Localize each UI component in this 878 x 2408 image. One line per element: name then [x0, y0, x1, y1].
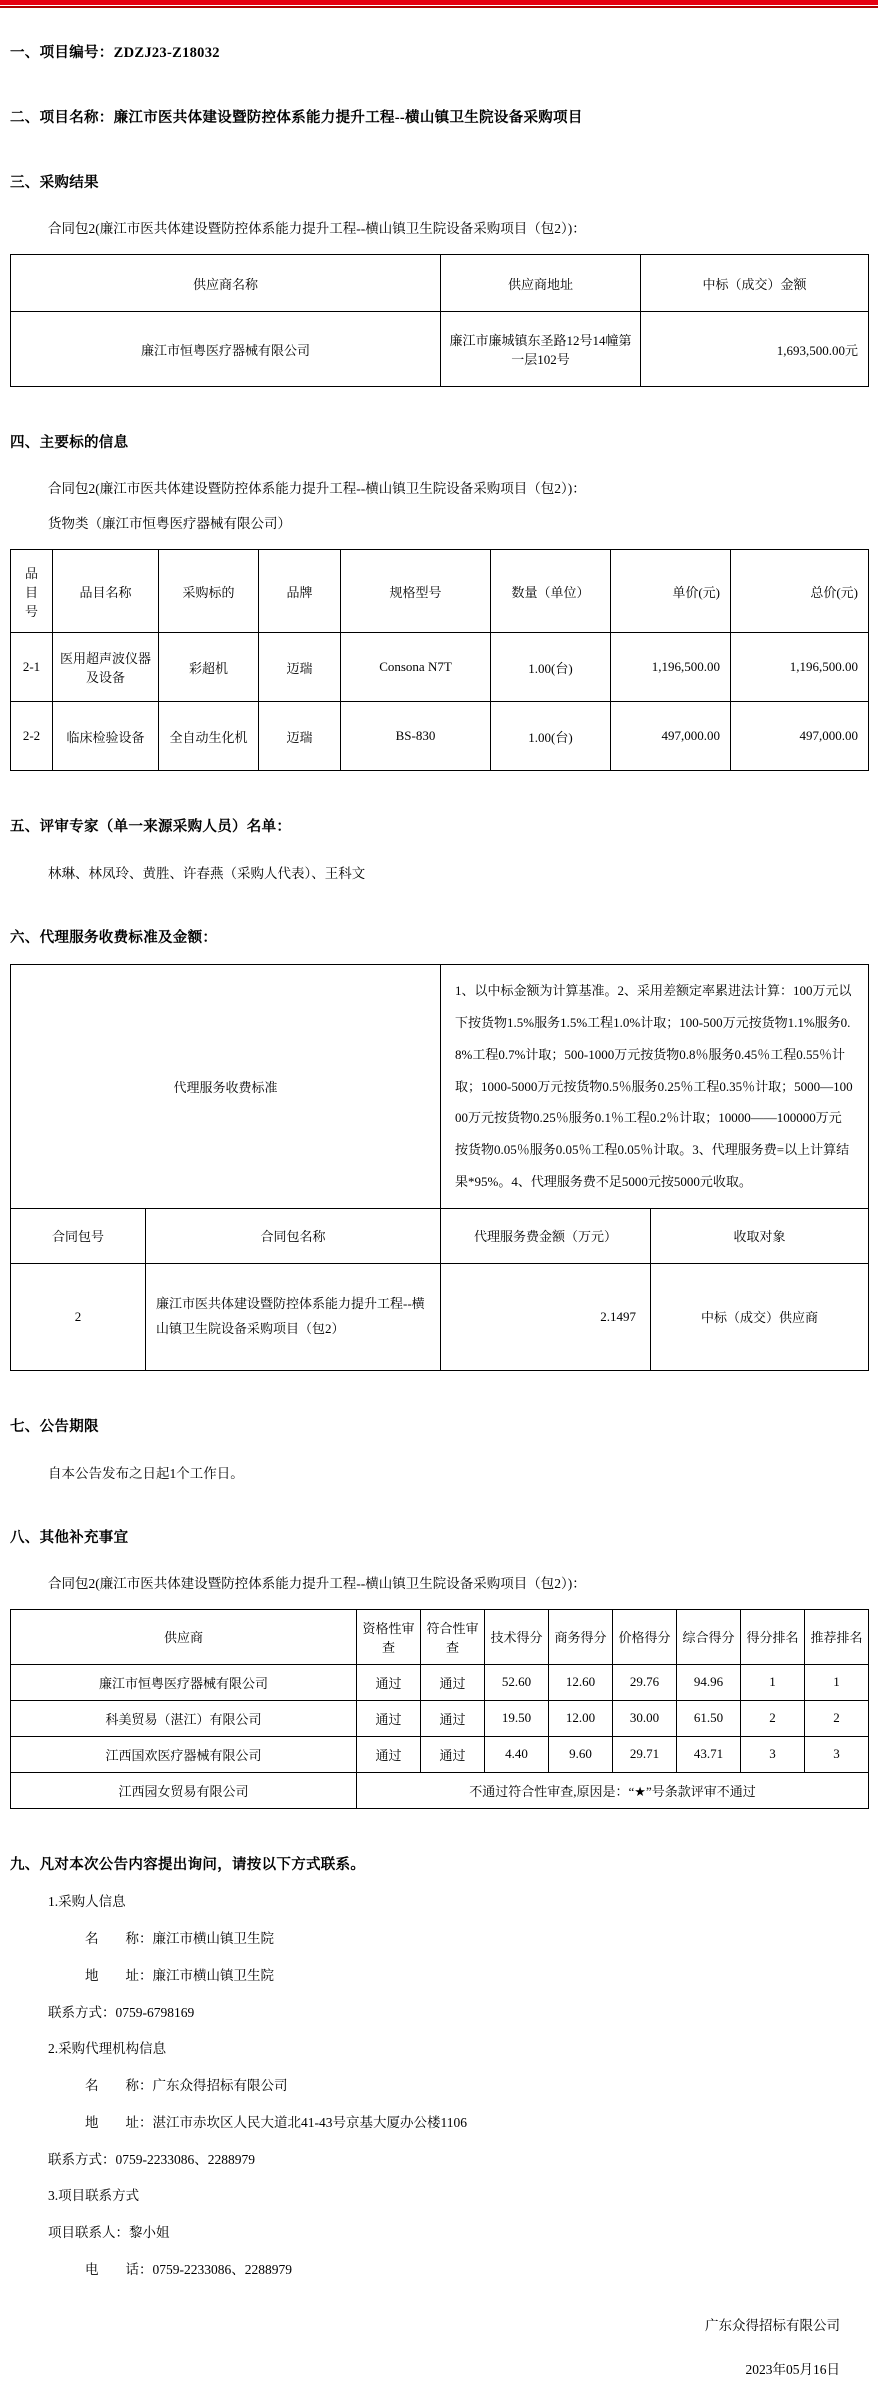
cell-spec-model: BS-830	[341, 702, 491, 771]
agency-phone: 联系方式：0759-2233086、2288979	[48, 2151, 255, 2167]
agency-info-title: 2.采购代理机构信息	[48, 2040, 167, 2056]
cell-brand: 迈瑞	[259, 702, 341, 771]
col-supplier-name: 供应商名称	[11, 255, 441, 312]
cell-business-score: 12.00	[549, 1700, 613, 1736]
col-package-number: 合同包号	[11, 1208, 146, 1263]
cell-price-score: 29.71	[613, 1736, 677, 1772]
cell-recommend-rank: 1	[805, 1664, 869, 1700]
col-conformity-review: 符合性审查	[421, 1609, 485, 1664]
purchaser-info-title: 1.采购人信息	[48, 1893, 126, 1909]
signature-company: 广东众得招标有限公司	[705, 2317, 840, 2333]
section-4-package-line: 合同包2(廉江市医共体建设暨防控体系能力提升工程--横山镇卫生院设备采购项目（包2）)：	[48, 481, 586, 496]
purchaser-name: 名 称：廉江市横山镇卫生院	[85, 1930, 274, 1946]
section-4-main-subject: 四、主要标的信息	[10, 435, 129, 451]
cell-total-price: 497,000.00	[731, 702, 869, 771]
section-3-package-line: 合同包2(廉江市医共体建设暨防控体系能力提升工程--横山镇卫生院设备采购项目（包2）)：	[48, 221, 586, 236]
cell-technical-score: 4.40	[485, 1736, 549, 1772]
cell-conformity-review: 通过	[421, 1700, 485, 1736]
cell-fee-payer: 中标（成交）供应商	[651, 1263, 869, 1370]
col-fee-amount: 代理服务费金额（万元）	[441, 1208, 651, 1263]
col-item-name: 品目名称	[53, 550, 159, 633]
fee-table-header-row	[11, 1208, 869, 1263]
items-table-row-2	[11, 702, 869, 771]
purchaser-info-group	[10, 1890, 868, 2021]
cell-unit-price: 497,000.00	[611, 702, 731, 771]
items-table-row-1	[11, 633, 869, 702]
cell-fail-reason: 不通过符合性审查,原因是：“★”号条款评审不通过	[357, 1772, 869, 1808]
score-table	[10, 1609, 869, 1809]
cell-technical-score: 52.60	[485, 1664, 549, 1700]
score-table-row-2	[11, 1700, 869, 1736]
fee-standard-row	[11, 965, 869, 1209]
cell-score-rank: 2	[741, 1700, 805, 1736]
section-8-other-matters: 八、其他补充事宜	[10, 1529, 129, 1546]
col-total-price: 总价(元)	[731, 550, 869, 633]
cell-business-score: 12.60	[549, 1664, 613, 1700]
col-procurement-subject: 采购标的	[159, 550, 259, 633]
cell-supplier-address: 廉江市廉城镇东圣路12号14幢第一层102号	[441, 312, 641, 387]
cell-fee-amount: 2.1497	[441, 1263, 651, 1370]
cell-supplier: 科美贸易（湛江）有限公司	[11, 1700, 357, 1736]
fee-table-row	[11, 1263, 869, 1370]
col-score-rank: 得分排名	[741, 1609, 805, 1664]
score-table-row-3	[11, 1736, 869, 1772]
cell-price-score: 30.00	[613, 1700, 677, 1736]
cell-total-price: 1,196,500.00	[731, 633, 869, 702]
col-unit-price: 单价(元)	[611, 550, 731, 633]
project-contact-phone: 电 话：0759-2233086、2288979	[85, 2261, 292, 2277]
cell-conformity-review: 通过	[421, 1736, 485, 1772]
cell-item-number: 2-1	[11, 633, 53, 702]
signature-date: 2023年05月16日	[745, 2361, 840, 2377]
score-table-row-1	[11, 1664, 869, 1700]
score-table-header-row	[11, 1609, 869, 1664]
cell-business-score: 9.60	[549, 1736, 613, 1772]
cell-supplier-name: 廉江市恒粤医疗器械有限公司	[11, 312, 441, 387]
cell-overall-score: 94.96	[677, 1664, 741, 1700]
cell-procurement-subject: 全自动生化机	[159, 702, 259, 771]
cell-price-score: 29.76	[613, 1664, 677, 1700]
cell-supplier: 江西国欢医疗器械有限公司	[11, 1736, 357, 1772]
agency-name: 名 称：广东众得招标有限公司	[85, 2077, 288, 2093]
col-overall-score: 综合得分	[677, 1609, 741, 1664]
cell-conformity-review: 通过	[421, 1664, 485, 1700]
announcement-period-text: 自本公告发布之日起1个工作日。	[48, 1465, 244, 1481]
fee-standard-text: 1、以中标金额为计算基准。2、采用差额定率累进法计算：100万元以下按货物1.5%服务1.5%工程1.0%计取；100-500万元按货物1.1%服务0.8%工程0.7%计取；500-1000万元按货物0.8％服务0.45％工程0.55％计取；1000-5000万元按货物0.5％服务0.25％工程0.35％计取；5000—10000万元按货物0.25％服务0.1％工程0.2％计取；10000——100000万元按货物0.05％服务0.05％工程0.05％计取。3、代理服务费=以上计算结果*95%。4、代理服务费不足5000元按5000元收取。	[441, 965, 869, 1209]
section-6-agency-fee: 六、代理服务收费标准及金额：	[10, 930, 218, 946]
col-package-name: 合同包名称	[146, 1208, 441, 1263]
result-table-header-row	[11, 255, 869, 312]
fee-standard-label: 代理服务收费标准	[11, 965, 441, 1209]
cell-brand: 迈瑞	[259, 633, 341, 702]
cell-overall-score: 43.71	[677, 1736, 741, 1772]
section-1-project-number: 一、项目编号：ZDZJ23-Z18032	[10, 45, 220, 61]
col-award-amount: 中标（成交）金额	[641, 255, 869, 312]
cell-qualification-review: 通过	[357, 1700, 421, 1736]
cell-item-name: 临床检验设备	[53, 702, 159, 771]
top-red-bar	[0, 0, 878, 5]
cell-unit-price: 1,196,500.00	[611, 633, 731, 702]
project-contact-group	[10, 2184, 868, 2278]
col-fee-payer: 收取对象	[651, 1208, 869, 1263]
cell-item-number: 2-2	[11, 702, 53, 771]
cell-fail-supplier: 江西园女贸易有限公司	[11, 1772, 357, 1808]
col-supplier: 供应商	[11, 1609, 357, 1664]
cell-award-amount: 1,693,500.00元	[641, 312, 869, 387]
col-spec-model: 规格型号	[341, 550, 491, 633]
cell-quantity: 1.00(台)	[491, 702, 611, 771]
col-business-score: 商务得分	[549, 1609, 613, 1664]
cell-overall-score: 61.50	[677, 1700, 741, 1736]
cell-recommend-rank: 2	[805, 1700, 869, 1736]
cell-recommend-rank: 3	[805, 1736, 869, 1772]
cell-technical-score: 19.50	[485, 1700, 549, 1736]
cell-supplier: 廉江市恒粤医疗器械有限公司	[11, 1664, 357, 1700]
cell-qualification-review: 通过	[357, 1736, 421, 1772]
col-supplier-address: 供应商地址	[441, 255, 641, 312]
cell-qualification-review: 通过	[357, 1664, 421, 1700]
items-table	[10, 549, 869, 771]
signature-block	[10, 2314, 868, 2408]
col-qualification-review: 资格性审查	[357, 1609, 421, 1664]
result-table-row	[11, 312, 869, 387]
cell-package-name: 廉江市医共体建设暨防控体系能力提升工程--横山镇卫生院设备采购项目（包2）	[146, 1263, 441, 1370]
fee-table	[10, 964, 869, 1371]
result-table	[10, 254, 869, 387]
expert-names: 林琳、林凤玲、黄胜、许春燕（采购人代表）、王科文	[48, 866, 366, 881]
section-9-contact: 九、凡对本次公告内容提出询问，请按以下方式联系。	[10, 1856, 366, 1873]
agency-address: 地 址：湛江市赤坎区人民大道北41-43号京基大厦办公楼1106	[85, 2114, 467, 2130]
purchaser-address: 地 址：廉江市横山镇卫生院	[85, 1967, 274, 1983]
col-price-score: 价格得分	[613, 1609, 677, 1664]
section-5-review-experts: 五、评审专家（单一来源采购人员）名单：	[10, 819, 292, 835]
cell-score-rank: 3	[741, 1736, 805, 1772]
top-red-bar-shadow	[0, 6, 878, 8]
col-quantity: 数量（单位）	[491, 550, 611, 633]
agency-info-group	[10, 2037, 868, 2168]
purchaser-phone: 联系方式：0759-6798169	[48, 2004, 195, 2020]
cell-score-rank: 1	[741, 1664, 805, 1700]
cell-item-name: 医用超声波仪器及设备	[53, 633, 159, 702]
cell-spec-model: Consona N7T	[341, 633, 491, 702]
section-2-project-name: 二、项目名称：廉江市医共体建设暨防控体系能力提升工程--横山镇卫生院设备采购项目	[10, 110, 583, 126]
col-recommend-rank: 推荐排名	[805, 1609, 869, 1664]
project-contact-person: 项目联系人：黎小姐	[48, 2224, 170, 2240]
section-3-procurement-result: 三、采购结果	[10, 175, 99, 191]
document-body	[0, 41, 878, 2408]
section-8-package-line: 合同包2(廉江市医共体建设暨防控体系能力提升工程--横山镇卫生院设备采购项目（包2）)：	[48, 1575, 586, 1591]
col-item-number: 品目号	[11, 550, 53, 633]
cell-package-number: 2	[11, 1263, 146, 1370]
project-contact-title: 3.项目联系方式	[48, 2187, 140, 2203]
cell-quantity: 1.00(台)	[491, 633, 611, 702]
col-brand: 品牌	[259, 550, 341, 633]
section-4-category-line: 货物类（廉江市恒粤医疗器械有限公司）	[48, 516, 291, 531]
cell-procurement-subject: 彩超机	[159, 633, 259, 702]
score-table-fail-row	[11, 1772, 869, 1808]
items-table-header-row	[11, 550, 869, 633]
col-technical-score: 技术得分	[485, 1609, 549, 1664]
section-7-announcement-period: 七、公告期限	[10, 1418, 99, 1435]
